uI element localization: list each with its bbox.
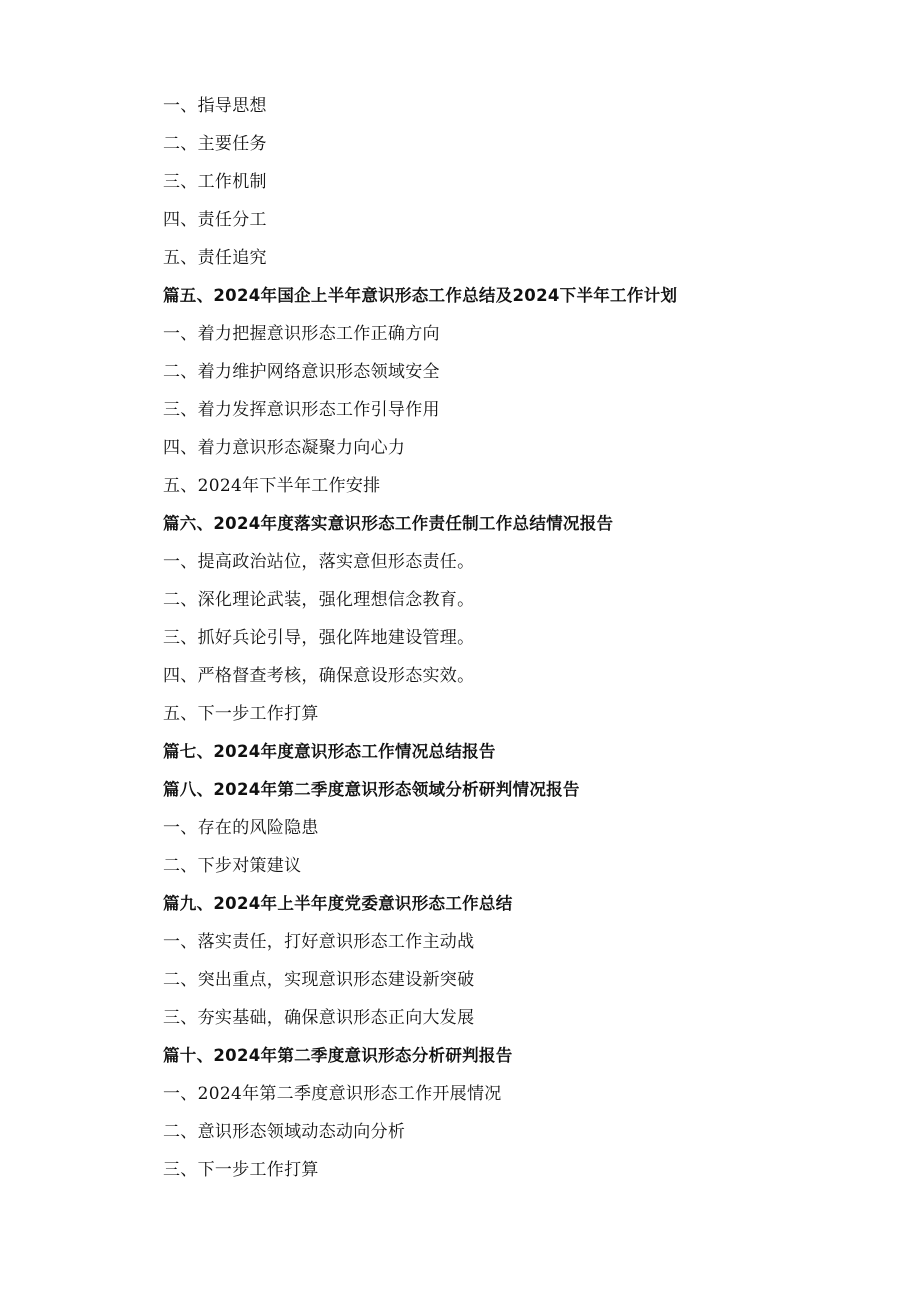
- section-heading: 篇五、2024年国企上半年意识形态工作总结及2024下半年工作计划: [163, 286, 678, 305]
- list-item: 二、意识形态领域动态动向分析: [163, 1122, 406, 1142]
- list-item: 五、责任追究: [163, 248, 267, 268]
- list-item: 一、落实责任，打好意识形态工作主动战: [163, 932, 475, 952]
- section-heading: 篇八、2024年第二季度意识形态领域分析研判情况报告: [163, 780, 580, 799]
- list-item: 二、着力维护网络意识形态领域安全: [163, 362, 440, 382]
- list-item: 二、深化理论武装，强化理想信念教育。: [163, 590, 475, 610]
- list-item: 三、抓好兵论引导，强化阵地建设管理。: [163, 628, 475, 648]
- list-item: 五、下一步工作打算: [163, 704, 319, 724]
- list-item: 三、夯实基础，确保意识形态正向大发展: [163, 1008, 475, 1028]
- list-item: 一、指导思想: [163, 96, 267, 116]
- list-item: 四、严格督查考核，确保意设形态实效。: [163, 666, 475, 686]
- list-item: 二、突出重点，实现意识形态建设新突破: [163, 970, 475, 990]
- list-item: 一、着力把握意识形态工作正确方向: [163, 324, 440, 344]
- section-heading: 篇十、2024年第二季度意识形态分析研判报告: [163, 1046, 513, 1065]
- section-heading: 篇六、2024年度落实意识形态工作责任制工作总结情况报告: [163, 514, 614, 533]
- section-heading: 篇七、2024年度意识形态工作情况总结报告: [163, 742, 496, 761]
- list-item: 三、着力发挥意识形态工作引导作用: [163, 400, 440, 420]
- table-of-contents: [163, 87, 863, 1189]
- list-item: 三、工作机制: [163, 172, 267, 192]
- list-item: 四、着力意识形态凝聚力向心力: [163, 438, 406, 458]
- list-item: 一、2024年第二季度意识形态工作开展情况: [163, 1084, 502, 1104]
- list-item: 四、责任分工: [163, 210, 267, 230]
- list-item: 二、下步对策建议: [163, 856, 302, 876]
- section-heading: 篇九、2024年上半年度党委意识形态工作总结: [163, 894, 513, 913]
- list-item: 五、2024年下半年工作安排: [163, 476, 381, 496]
- list-item: 一、提高政治站位，落实意但形态责任。: [163, 552, 475, 572]
- list-item: 二、主要任务: [163, 134, 267, 154]
- list-item: 三、下一步工作打算: [163, 1160, 319, 1180]
- list-item: 一、存在的风险隐患: [163, 818, 319, 838]
